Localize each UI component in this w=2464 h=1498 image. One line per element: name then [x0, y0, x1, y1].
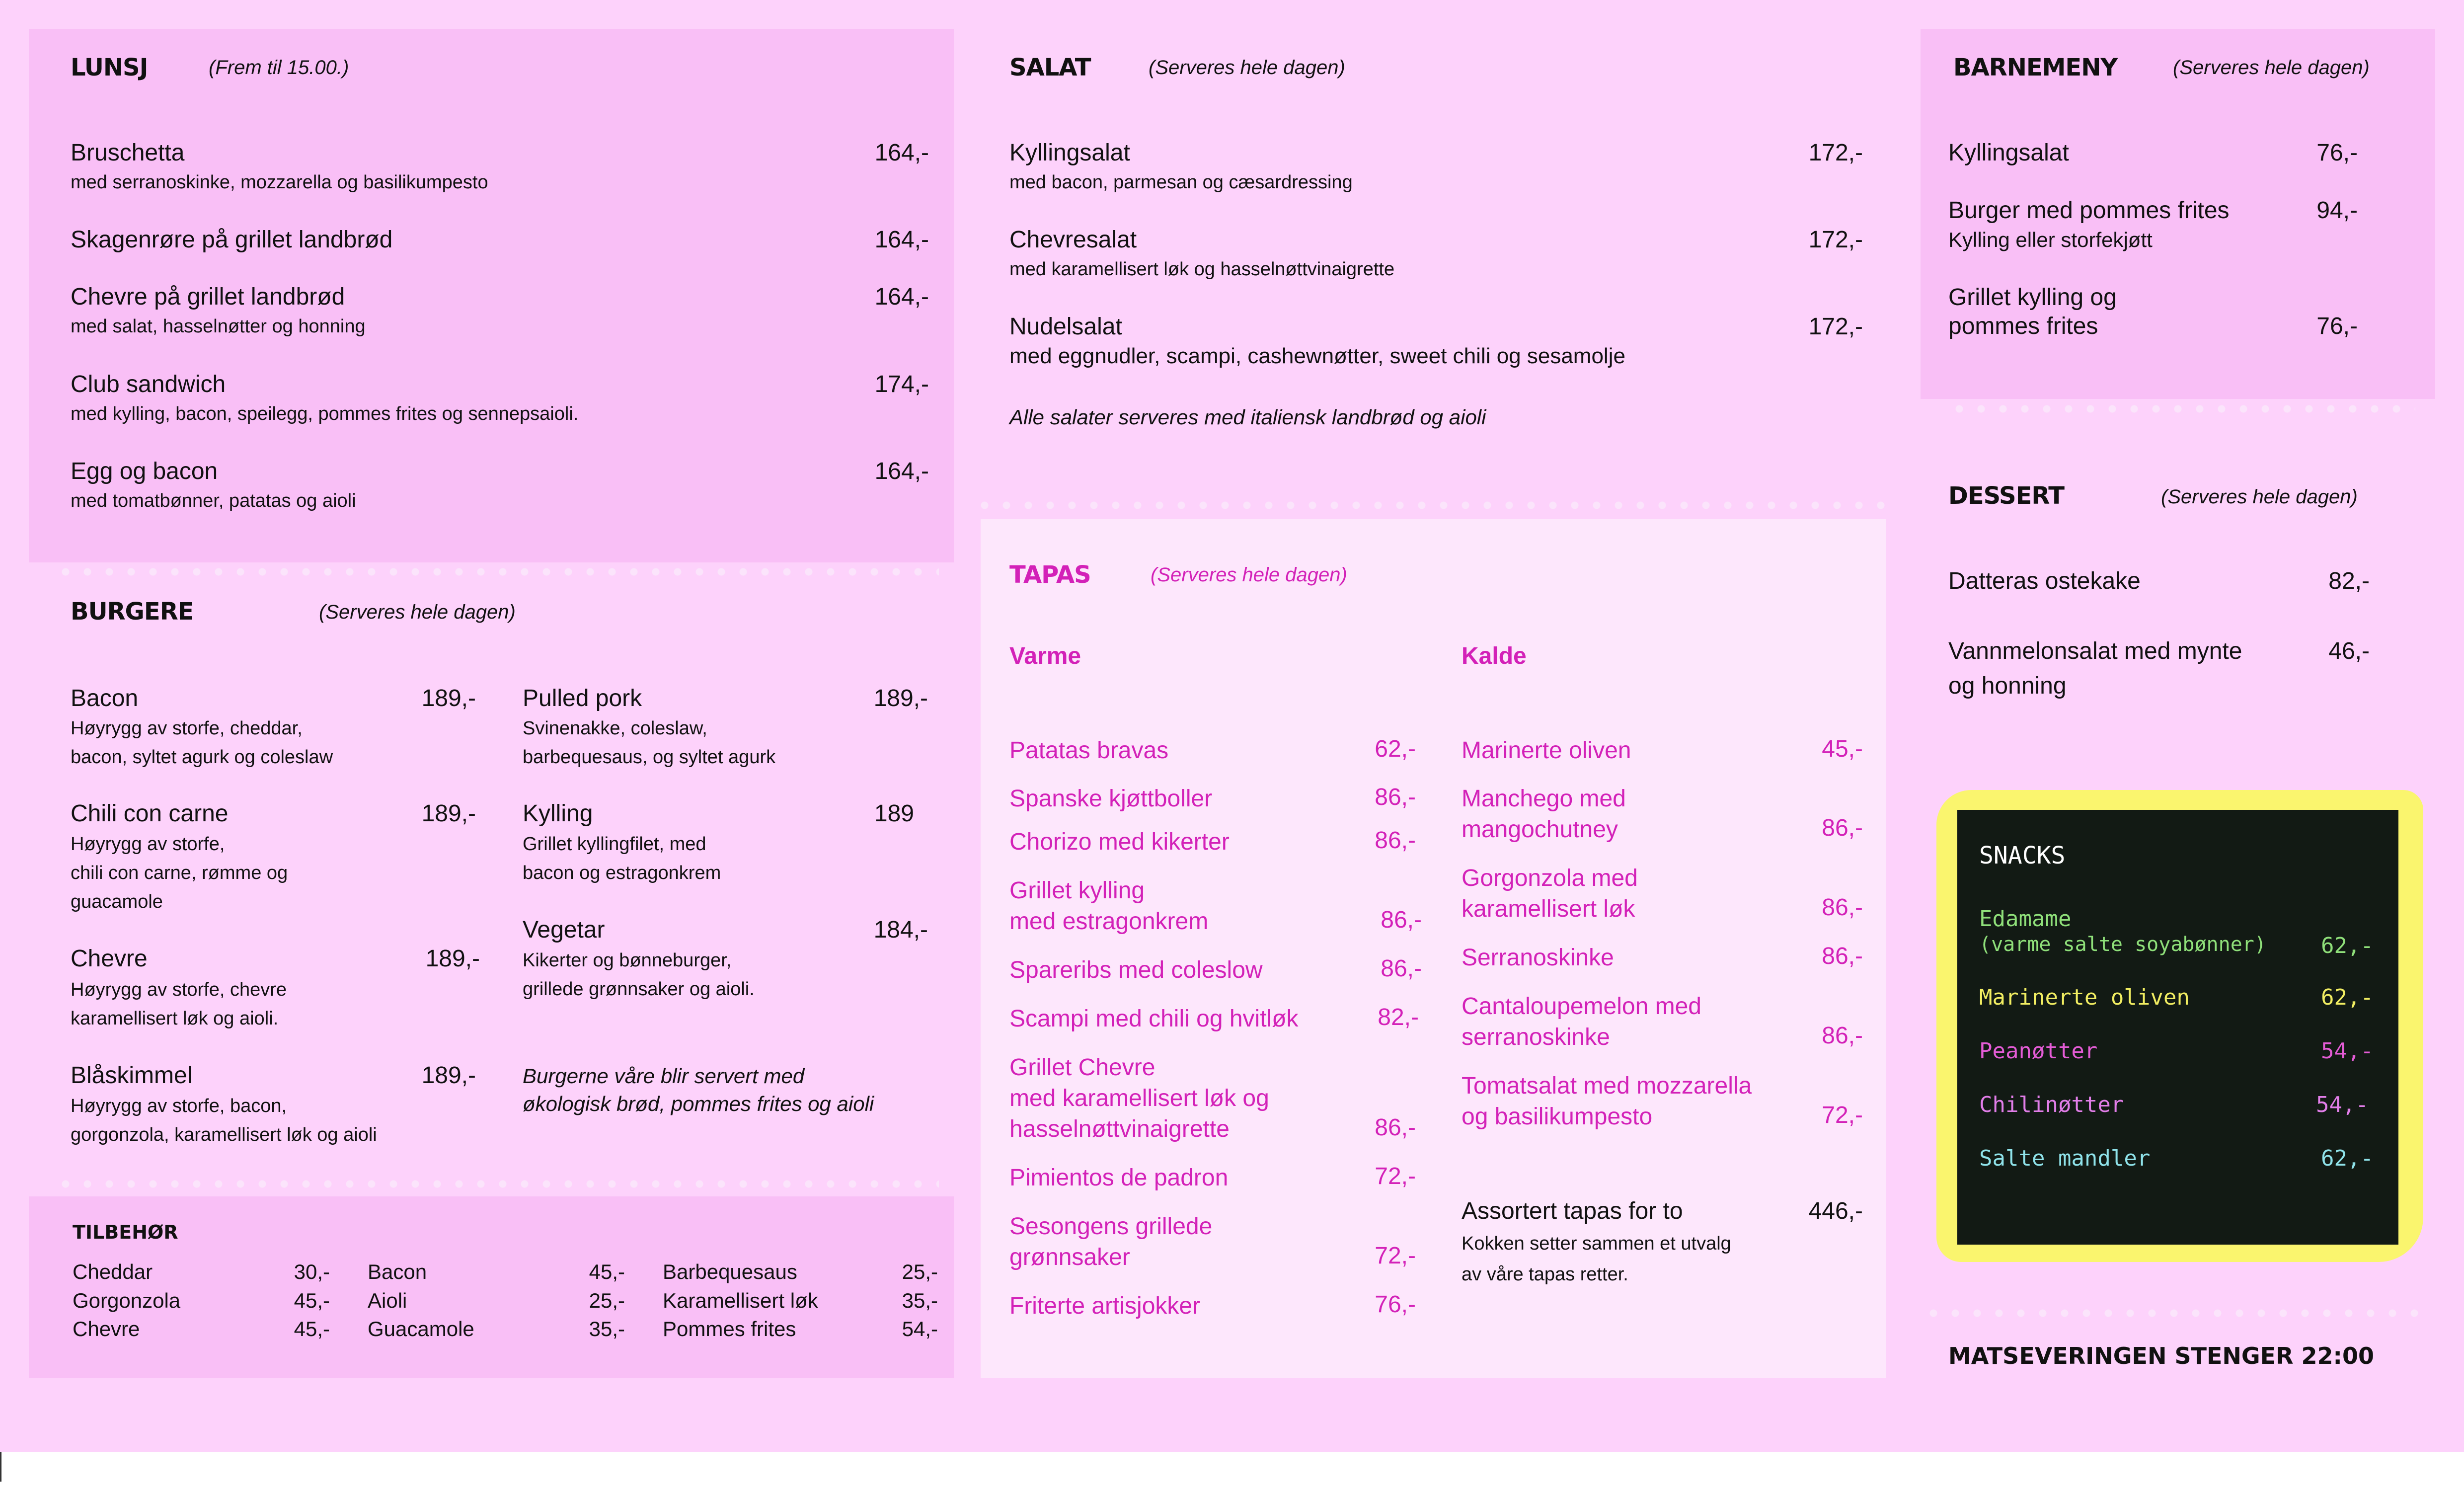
lunsj-note: (Frem til 15.00.): [209, 57, 349, 79]
dotted-divider: [1923, 1309, 2419, 1318]
lunsj-item-name: Egg og bacon: [71, 458, 218, 484]
tapas-varme-heading: Varme: [1009, 643, 1081, 669]
tapas-kalde-price: 86,-: [1822, 943, 1863, 969]
tapas-varme-price: 86,-: [1375, 784, 1416, 810]
tapas-kalde-item: Cantaloupemelon med: [1462, 993, 1701, 1020]
salat-item-name: Nudelsalat: [1009, 314, 1122, 340]
dessert-item: Datteras ostekake: [1948, 568, 2141, 594]
tapas-kalde-price: 86,-: [1822, 1023, 1863, 1049]
lunsj-item-name: Chevre på grillet landbrød: [71, 284, 345, 310]
lunsj-item-name: Club sandwich: [71, 371, 226, 397]
burger-price: 189: [874, 800, 914, 827]
snacks-price: 62,-: [2321, 933, 2374, 958]
snacks-item: Salte mandler: [1979, 1146, 2151, 1171]
burger-desc: gorgonzola, karamellisert løk og aioli: [71, 1124, 377, 1145]
tilbehor-price: 25,-: [902, 1260, 938, 1283]
burger-price: 189,-: [421, 800, 476, 827]
lunsj-item-price: 174,-: [874, 371, 929, 397]
snacks-title: SNACKS: [1979, 842, 2066, 869]
tilbehor-price: 45,-: [294, 1289, 330, 1312]
burger-desc: grillede grønnsaker og aioli.: [523, 979, 755, 1000]
tilbehor-price: 30,-: [294, 1260, 330, 1283]
lunsj-item-name: Skagenrøre på grillet landbrød: [71, 227, 393, 253]
burger-name: Vegetar: [523, 917, 605, 943]
salat-note: (Serveres hele dagen): [1149, 57, 1345, 79]
tilbehor-title: TILBEHØR: [73, 1221, 178, 1243]
burger-name: Chili con carne: [71, 800, 229, 827]
burger-desc: Grillet kyllingfilet, med: [523, 834, 706, 855]
burger-desc: Høyrygg av storfe, bacon,: [71, 1096, 287, 1116]
lunsj-item-price: 164,-: [874, 458, 929, 484]
tapas-varme-item: Grillet Chevre: [1009, 1054, 1155, 1081]
barnemeny-item: Burger med pommes frites: [1948, 197, 2230, 224]
lunsj-item-desc: med salat, hasselnøtter og honning: [71, 316, 366, 337]
tapas-kalde-item: karamellisert løk: [1462, 896, 1635, 922]
burger-name: Chevre: [71, 946, 148, 972]
snacks-board: [1957, 810, 2398, 1245]
snacks-item: Peanøtter: [1979, 1038, 2098, 1064]
tapas-kalde-item: og basilikumpesto: [1462, 1104, 1653, 1130]
barnemeny-title: BARNEMENY: [1953, 54, 2118, 81]
burgere-title: BURGERE: [71, 598, 194, 626]
tapas-varme-item: Patatas bravas: [1009, 737, 1169, 764]
burger-desc: Høyrygg av storfe,: [71, 834, 225, 855]
tapas-kalde-item: mangochutney: [1462, 816, 1618, 843]
tilbehor-item: Pommes frites: [663, 1317, 796, 1340]
tapas-varme-price: 72,-: [1375, 1243, 1416, 1269]
tilbehor-item: Guacamole: [368, 1317, 474, 1340]
burgere-note: (Serveres hele dagen): [319, 601, 516, 623]
tapas-kalde-item: Manchego med: [1462, 786, 1626, 812]
tapas-varme-item: Grillet kylling: [1009, 877, 1145, 904]
closing-notice: MATSEVERINGEN STENGER 22:00: [1948, 1342, 2374, 1369]
crop-mark: [0, 1452, 1, 1482]
tilbehor-item: Aioli: [368, 1289, 407, 1312]
dessert-item: og honning: [1948, 673, 2067, 699]
tapas-varme-price: 76,-: [1375, 1291, 1416, 1318]
lunsj-item-name: Bruschetta: [71, 140, 185, 166]
tapas-varme-item: Spareribs med coleslow: [1009, 957, 1263, 983]
barnemeny-item-desc: Kylling eller storfekjøtt: [1948, 228, 2153, 251]
lunsj-item-desc: med kylling, bacon, speilegg, pommes frites og sennepsaioli.: [71, 403, 579, 424]
barnemeny-panel: [1921, 29, 2435, 399]
lunsj-item-desc: med serranoskinke, mozzarella og basilikumpesto: [71, 172, 488, 193]
tapas-varme-price: 86,-: [1375, 827, 1416, 854]
tilbehor-item: Gorgonzola: [73, 1289, 181, 1312]
salat-item-price: 172,-: [1808, 314, 1863, 340]
snacks-price: 54,-: [2321, 1038, 2374, 1064]
dotted-divider: [1948, 404, 2415, 413]
barnemeny-price: 76,-: [2316, 140, 2358, 166]
tapas-kalde-price: 86,-: [1822, 894, 1863, 921]
tapas-assortert-desc: av våre tapas retter.: [1462, 1264, 1628, 1285]
salat-item-name: Chevresalat: [1009, 227, 1137, 253]
salat-item-desc: med karamellisert løk og hasselnøttvinaigrette: [1009, 259, 1395, 280]
tapas-kalde-item: Tomatsalat med mozzarella: [1462, 1073, 1752, 1099]
tapas-note: (Serveres hele dagen): [1151, 564, 1347, 586]
tapas-assortert-name: Assortert tapas for to: [1462, 1198, 1683, 1224]
burger-price: 189,-: [421, 685, 476, 711]
burgere-footnote: Burgerne våre blir servert med: [523, 1064, 805, 1088]
burger-desc: bacon og estragonkrem: [523, 863, 721, 883]
snacks-price: 62,-: [2321, 1146, 2374, 1171]
salat-item-desc: med eggnudler, scampi, cashewnøtter, sweet chili og sesamolje: [1009, 344, 1625, 368]
burger-name: Kylling: [523, 800, 593, 827]
tapas-varme-item: Friterte artisjokker: [1009, 1293, 1201, 1319]
tapas-assortert-desc: Kokken setter sammen et utvalg: [1462, 1233, 1731, 1254]
tapas-varme-price: 86,-: [1381, 955, 1422, 982]
burger-desc: guacamole: [71, 891, 163, 912]
tapas-kalde-heading: Kalde: [1462, 643, 1527, 669]
salat-item-name: Kyllingsalat: [1009, 140, 1130, 166]
burger-price: 184,-: [873, 917, 928, 943]
dessert-title: DESSERT: [1948, 482, 2064, 510]
tilbehor-item: Cheddar: [73, 1260, 153, 1283]
snacks-item: Edamame: [1979, 906, 2072, 932]
barnemeny-item: Kyllingsalat: [1948, 140, 2069, 166]
barnemeny-price: 94,-: [2316, 197, 2358, 224]
tapas-varme-price: 62,-: [1375, 736, 1416, 762]
burger-price: 189,-: [873, 685, 928, 711]
barnemeny-price: 76,-: [2316, 313, 2358, 339]
burger-desc: barbequesaus, og syltet agurk: [523, 747, 776, 768]
lunsj-item-desc: med tomatbønner, patatas og aioli: [71, 490, 356, 511]
tapas-varme-price: 86,-: [1381, 907, 1422, 933]
tilbehor-price: 35,-: [902, 1289, 938, 1312]
burger-name: Blåskimmel: [71, 1062, 193, 1089]
lunsj-panel: [29, 29, 954, 562]
tapas-varme-price: 72,-: [1375, 1163, 1416, 1189]
tapas-assortert-price: 446,-: [1808, 1198, 1863, 1224]
burgere-footnote: økologisk brød, pommes frites og aioli: [523, 1092, 874, 1115]
salat-item-price: 172,-: [1808, 140, 1863, 166]
tapas-varme-item: Spanske kjøttboller: [1009, 786, 1213, 812]
tilbehor-price: 45,-: [294, 1317, 330, 1340]
burger-name: Pulled pork: [523, 685, 642, 711]
tilbehor-item: Karamellisert løk: [663, 1289, 818, 1312]
tilbehor-price: 35,-: [589, 1317, 625, 1340]
tapas-varme-item: med estragonkrem: [1009, 908, 1209, 935]
burger-name: Bacon: [71, 685, 139, 711]
tapas-varme-price: 86,-: [1375, 1114, 1416, 1141]
snacks-item: Marinerte oliven: [1979, 985, 2190, 1010]
tapas-varme-item: Sesongens grillede: [1009, 1213, 1213, 1240]
barnemeny-item: Grillet kylling og: [1948, 284, 2117, 311]
tapas-title: TAPAS: [1009, 561, 1091, 589]
tilbehor-price: 25,-: [589, 1289, 625, 1312]
tapas-kalde-item: Serranoskinke: [1462, 945, 1614, 971]
tilbehor-item: Barbequesaus: [663, 1260, 797, 1283]
dessert-note: (Serveres hele dagen): [2161, 486, 2358, 508]
tapas-kalde-price: 45,-: [1822, 736, 1863, 762]
tapas-kalde-price: 72,-: [1822, 1102, 1863, 1128]
lunsj-item-price: 164,-: [874, 140, 929, 166]
tapas-varme-item: grønnsaker: [1009, 1244, 1130, 1270]
burger-desc: Kikerter og bønneburger,: [523, 950, 732, 971]
dessert-item: Vannmelonsalat med mynte: [1948, 638, 2242, 664]
tapas-varme-item: Chorizo med kikerter: [1009, 829, 1230, 855]
tilbehor-panel: [29, 1196, 954, 1378]
burger-price: 189,-: [421, 1062, 476, 1089]
salat-item-desc: med bacon, parmesan og cæsardressing: [1009, 172, 1353, 193]
burger-desc: chili con carne, rømme og: [71, 863, 288, 883]
burger-desc: Høyrygg av storfe, chevre: [71, 979, 287, 1000]
burger-desc: Svinenakke, coleslaw,: [523, 718, 707, 739]
burger-desc: bacon, syltet agurk og coleslaw: [71, 747, 333, 768]
burger-desc: Høyrygg av storfe, cheddar,: [71, 718, 303, 739]
dotted-divider: [974, 501, 1888, 510]
tilbehor-item: Bacon: [368, 1260, 427, 1283]
tapas-kalde-item: Gorgonzola med: [1462, 865, 1638, 891]
lunsj-item-price: 164,-: [874, 227, 929, 253]
lunsj-title: LUNSJ: [71, 54, 148, 81]
lunsj-item-price: 164,-: [874, 284, 929, 310]
salat-title: SALAT: [1009, 54, 1091, 81]
tilbehor-price: 54,-: [902, 1317, 938, 1340]
tapas-varme-item: Scampi med chili og hvitløk: [1009, 1006, 1299, 1032]
tilbehor-item: Chevre: [73, 1317, 140, 1340]
dotted-divider: [55, 1180, 939, 1188]
tapas-varme-item: hasselnøttvinaigrette: [1009, 1116, 1230, 1142]
tapas-kalde-item: Marinerte oliven: [1462, 737, 1631, 764]
tapas-kalde-price: 86,-: [1822, 815, 1863, 841]
tapas-varme-price: 82,-: [1378, 1004, 1419, 1030]
tilbehor-price: 45,-: [589, 1260, 625, 1283]
tapas-kalde-item: serranoskinke: [1462, 1024, 1610, 1050]
snacks-price: 54,-: [2316, 1092, 2369, 1117]
snacks-item: Chilinøtter: [1979, 1092, 2124, 1117]
barnemeny-note: (Serveres hele dagen): [2173, 57, 2370, 79]
salat-footnote: Alle salater serveres med italiensk landbrød og aioli: [1009, 405, 1486, 429]
burger-desc: karamellisert løk og aioli.: [71, 1008, 279, 1029]
tapas-varme-item: med karamellisert løk og: [1009, 1085, 1269, 1111]
salat-item-price: 172,-: [1808, 227, 1863, 253]
snacks-price: 62,-: [2321, 985, 2374, 1010]
dessert-price: 46,-: [2328, 638, 2370, 664]
dotted-divider: [55, 567, 939, 576]
tapas-varme-item: Pimientos de padron: [1009, 1165, 1229, 1191]
snacks-item-desc: (varme salte soyabønner): [1979, 933, 2266, 956]
burger-price: 189,-: [425, 946, 480, 972]
barnemeny-item: pommes frites: [1948, 313, 2098, 339]
dessert-price: 82,-: [2328, 568, 2370, 594]
